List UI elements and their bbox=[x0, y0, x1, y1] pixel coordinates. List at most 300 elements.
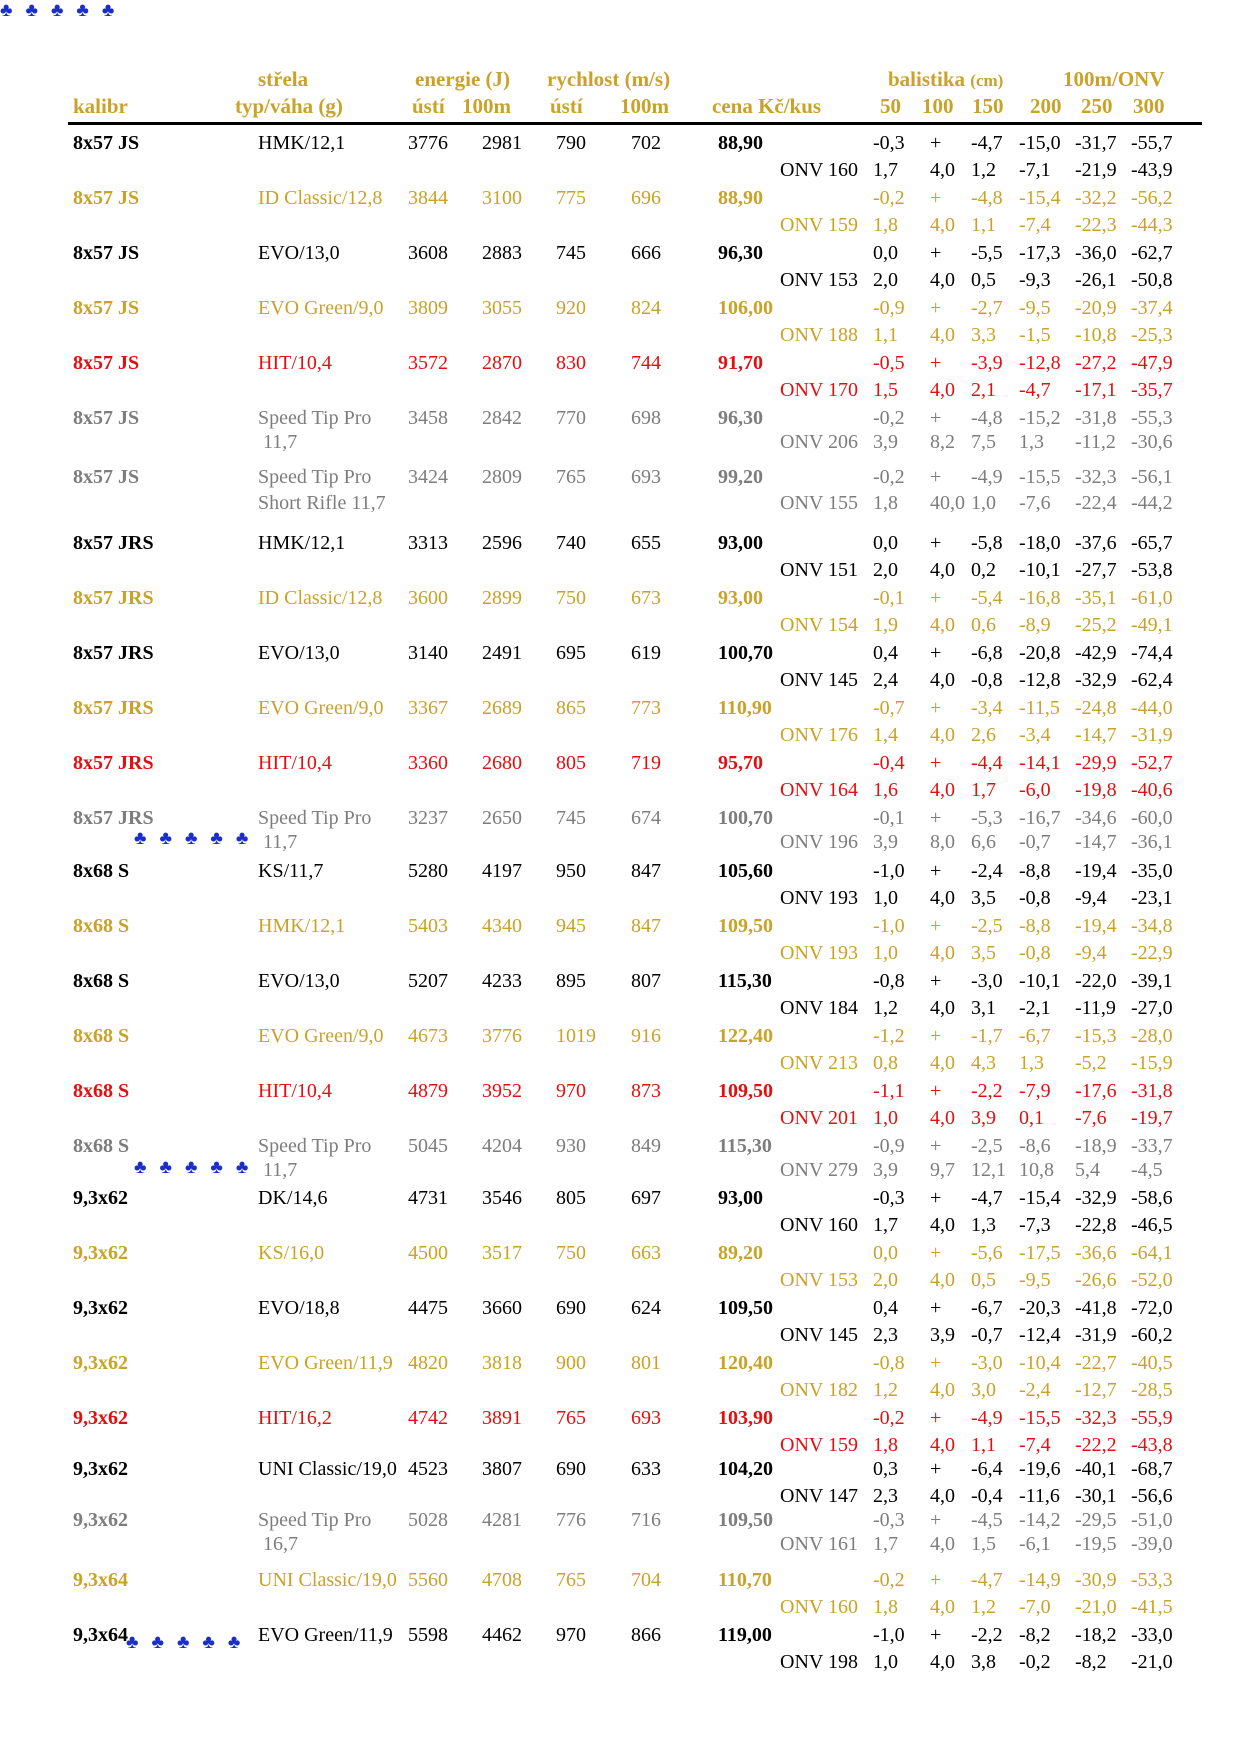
energy-100m-cell: 3100 bbox=[482, 187, 522, 209]
ballistics-bottom-cell: -0,7 bbox=[971, 1324, 1003, 1346]
ballistics-top-cell: + bbox=[930, 352, 942, 374]
energy-100m-cell: 3818 bbox=[482, 1352, 522, 1374]
ballistics-top-cell: -3,0 bbox=[971, 1352, 1003, 1374]
header-onv: 100m/ONV bbox=[1063, 67, 1165, 91]
ballistics-top-cell: -0,1 bbox=[873, 807, 905, 829]
bullet-cell: HMK/12,1 bbox=[258, 132, 346, 154]
energy-muzzle-cell: 3608 bbox=[408, 242, 448, 264]
ballistics-bottom-cell: 1,5 bbox=[971, 1533, 996, 1555]
bullet-cell: EVO/13,0 bbox=[258, 970, 340, 992]
ballistics-top-cell: -0,1 bbox=[873, 587, 905, 609]
ballistics-top-cell: + bbox=[930, 915, 942, 937]
ballistics-bottom-cell: 1,7 bbox=[873, 1533, 898, 1555]
ballistics-bottom-cell: 4,0 bbox=[930, 1485, 955, 1507]
ballistics-bottom-cell: 4,0 bbox=[930, 614, 955, 636]
energy-100m-cell: 4708 bbox=[482, 1569, 522, 1591]
energy-100m-cell: 3517 bbox=[482, 1242, 522, 1264]
bullet-cell: EVO Green/11,9 bbox=[258, 1352, 393, 1374]
ballistics-bottom-cell: 4,0 bbox=[930, 1533, 955, 1555]
ballistics-top-cell: -20,8 bbox=[1019, 642, 1061, 664]
ballistics-bottom-cell: 4,0 bbox=[930, 214, 955, 236]
ballistics-top-cell: -17,5 bbox=[1019, 1242, 1061, 1264]
ballistics-bottom-cell: -21,9 bbox=[1075, 159, 1117, 181]
ballistics-bottom-cell: 4,0 bbox=[930, 1214, 955, 1236]
bullet-cell: UNI Classic/19,0 bbox=[258, 1569, 397, 1591]
ballistics-bottom-cell: 0,2 bbox=[971, 559, 996, 581]
ballistics-bottom-cell: 0,5 bbox=[971, 1269, 996, 1291]
ballistics-bottom-cell: 1,0 bbox=[873, 1651, 898, 1673]
velocity-100m-cell: 866 bbox=[631, 1624, 661, 1646]
ballistics-top-cell: -0,2 bbox=[873, 1569, 905, 1591]
caliber-cell: 8x57 JRS bbox=[73, 807, 154, 829]
ballistics-top-cell: 0,0 bbox=[873, 242, 898, 264]
ballistics-bottom-cell: 1,5 bbox=[873, 379, 898, 401]
ballistics-top-cell: + bbox=[930, 242, 942, 264]
caliber-cell: 8x57 JS bbox=[73, 297, 140, 319]
ballistics-bottom-cell: 1,2 bbox=[971, 159, 996, 181]
ballistics-bottom-cell: -60,2 bbox=[1131, 1324, 1173, 1346]
header-rychlost: rychlost (m/s) bbox=[547, 67, 671, 91]
ballistics-bottom-cell: -9,3 bbox=[1019, 269, 1051, 291]
ballistics-top-cell: + bbox=[930, 1242, 942, 1264]
velocity-100m-cell: 807 bbox=[631, 970, 661, 992]
ballistics-top-cell: 0,0 bbox=[873, 532, 898, 554]
ballistics-bottom-cell: -0,8 bbox=[1019, 942, 1051, 964]
energy-muzzle-cell: 4523 bbox=[408, 1458, 448, 1480]
ballistics-bottom-cell: -30,1 bbox=[1075, 1485, 1117, 1507]
ballistics-top-cell: -2,5 bbox=[971, 915, 1003, 937]
ballistics-top-cell: 0,4 bbox=[873, 1297, 898, 1319]
ballistics-bottom-cell: -22,2 bbox=[1075, 1434, 1117, 1456]
price-cell: 93,00 bbox=[718, 1187, 763, 1209]
ballistics-top-cell: -72,0 bbox=[1131, 1297, 1173, 1319]
ballistics-bottom-cell: -5,2 bbox=[1075, 1052, 1107, 1074]
ballistics-top-cell: -19,6 bbox=[1019, 1458, 1061, 1480]
ballistics-top-cell: -65,7 bbox=[1131, 532, 1173, 554]
ballistics-bottom-cell: 4,0 bbox=[930, 324, 955, 346]
velocity-muzzle-cell: 770 bbox=[556, 407, 586, 429]
velocity-muzzle-cell: 945 bbox=[556, 915, 586, 937]
velocity-muzzle-cell: 830 bbox=[556, 352, 586, 374]
ballistics-top-cell: -0,8 bbox=[873, 1352, 905, 1374]
caliber-cell: 9,3x64 bbox=[73, 1569, 128, 1591]
price-cell: 93,00 bbox=[718, 587, 763, 609]
onv-cell: ONV 213 bbox=[780, 1052, 858, 1074]
ballistics-bottom-cell: 4,0 bbox=[930, 559, 955, 581]
onv-cell: ONV 154 bbox=[780, 614, 858, 636]
ballistics-top-cell: -40,1 bbox=[1075, 1458, 1117, 1480]
ballistics-bottom-cell: -12,7 bbox=[1075, 1379, 1117, 1401]
ballistics-bottom-cell: -14,7 bbox=[1075, 831, 1117, 853]
velocity-muzzle-cell: 775 bbox=[556, 187, 586, 209]
velocity-100m-cell: 719 bbox=[631, 752, 661, 774]
ballistics-top-cell: -64,1 bbox=[1131, 1242, 1173, 1264]
energy-100m-cell: 2899 bbox=[482, 587, 522, 609]
bullet-weight-cell: 16,7 bbox=[263, 1533, 298, 1555]
ballistics-top-cell: -2,7 bbox=[971, 297, 1003, 319]
ballistics-bottom-cell: -28,5 bbox=[1131, 1379, 1173, 1401]
ballistics-bottom-cell: -50,8 bbox=[1131, 269, 1173, 291]
ballistics-top-cell: -18,9 bbox=[1075, 1135, 1117, 1157]
velocity-100m-cell: 633 bbox=[631, 1458, 661, 1480]
ballistics-bottom-cell: -2,4 bbox=[1019, 1379, 1051, 1401]
ballistics-bottom-cell: 2,3 bbox=[873, 1324, 898, 1346]
ballistics-top-cell: -41,8 bbox=[1075, 1297, 1117, 1319]
ballistics-top-cell: -0,9 bbox=[873, 1135, 905, 1157]
energy-muzzle-cell: 3313 bbox=[408, 532, 448, 554]
ballistics-top-cell: -19,4 bbox=[1075, 860, 1117, 882]
energy-100m-cell: 4233 bbox=[482, 970, 522, 992]
bullet-cell: EVO Green/9,0 bbox=[258, 297, 384, 319]
price-cell: 109,50 bbox=[718, 1509, 773, 1531]
ballistics-top-cell: -4,7 bbox=[971, 1569, 1003, 1591]
header-kalibr: kalibr bbox=[73, 94, 128, 118]
energy-muzzle-cell: 3458 bbox=[408, 407, 448, 429]
ballistics-top-cell: -36,0 bbox=[1075, 242, 1117, 264]
ballistics-bottom-cell: 4,0 bbox=[930, 669, 955, 691]
caliber-cell: 9,3x64 bbox=[73, 1624, 128, 1646]
velocity-muzzle-cell: 695 bbox=[556, 642, 586, 664]
ballistics-bottom-cell: -53,8 bbox=[1131, 559, 1173, 581]
ballistics-top-cell: -6,4 bbox=[971, 1458, 1003, 1480]
ballistics-top-cell: -0,2 bbox=[873, 466, 905, 488]
price-cell: 109,50 bbox=[718, 915, 773, 937]
ballistics-top-cell: + bbox=[930, 642, 942, 664]
ballistics-bottom-cell: 3,9 bbox=[873, 431, 898, 453]
ballistics-top-cell: -4,4 bbox=[971, 752, 1003, 774]
ballistics-bottom-cell: 4,0 bbox=[930, 269, 955, 291]
velocity-muzzle-cell: 950 bbox=[556, 860, 586, 882]
caliber-cell: 9,3x62 bbox=[73, 1297, 128, 1319]
ballistics-bottom-cell: 3,9 bbox=[971, 1107, 996, 1129]
ballistics-top-cell: -31,8 bbox=[1131, 1080, 1173, 1102]
ballistics-bottom-cell: -52,0 bbox=[1131, 1269, 1173, 1291]
ballistics-top-cell: -31,8 bbox=[1075, 407, 1117, 429]
ballistics-bottom-cell: 12,1 bbox=[971, 1159, 1006, 1181]
ballistics-top-cell: -5,6 bbox=[971, 1242, 1003, 1264]
price-cell: 115,30 bbox=[718, 970, 772, 992]
onv-cell: ONV 145 bbox=[780, 669, 858, 691]
velocity-100m-cell: 716 bbox=[631, 1509, 661, 1531]
velocity-100m-cell: 847 bbox=[631, 915, 661, 937]
bullet-cell: HIT/10,4 bbox=[258, 752, 332, 774]
onv-cell: ONV 170 bbox=[780, 379, 858, 401]
ballistics-bottom-cell: -21,0 bbox=[1131, 1651, 1173, 1673]
ballistics-top-cell: -14,9 bbox=[1019, 1569, 1061, 1591]
price-cell: 100,70 bbox=[718, 807, 773, 829]
ballistics-top-cell: -15,4 bbox=[1019, 1187, 1061, 1209]
energy-muzzle-cell: 5598 bbox=[408, 1624, 448, 1646]
onv-cell: ONV 145 bbox=[780, 1324, 858, 1346]
caliber-cell: 9,3x62 bbox=[73, 1509, 128, 1531]
price-cell: 103,90 bbox=[718, 1407, 773, 1429]
ballistics-top-cell: + bbox=[930, 1187, 942, 1209]
caliber-cell: 8x68 S bbox=[73, 860, 130, 882]
ballistics-bottom-cell: 0,6 bbox=[971, 614, 996, 636]
energy-100m-cell: 2491 bbox=[482, 642, 522, 664]
bullet-cell: EVO Green/11,9 bbox=[258, 1624, 393, 1646]
ballistics-top-cell: -3,0 bbox=[971, 970, 1003, 992]
ballistics-top-cell: -6,7 bbox=[971, 1297, 1003, 1319]
ballistics-top-cell: -22,7 bbox=[1075, 1352, 1117, 1374]
caliber-cell: 8x57 JS bbox=[73, 132, 140, 154]
clubs-marker: ♣♣♣♣♣ bbox=[134, 1157, 262, 1178]
energy-100m-cell: 3807 bbox=[482, 1458, 522, 1480]
velocity-muzzle-cell: 690 bbox=[556, 1297, 586, 1319]
header-dist-200: 200 bbox=[1030, 94, 1062, 118]
price-cell: 120,40 bbox=[718, 1352, 773, 1374]
ballistics-bottom-cell: 0,1 bbox=[1019, 1107, 1044, 1129]
ballistics-bottom-cell: -0,8 bbox=[1019, 887, 1051, 909]
price-cell: 91,70 bbox=[718, 352, 763, 374]
energy-muzzle-cell: 4742 bbox=[408, 1407, 448, 1429]
ballistics-top-cell: + bbox=[930, 752, 942, 774]
caliber-cell: 9,3x62 bbox=[73, 1352, 128, 1374]
caliber-cell: 8x68 S bbox=[73, 915, 130, 937]
onv-cell: ONV 193 bbox=[780, 942, 858, 964]
ballistics-bottom-cell: -0,2 bbox=[1019, 1651, 1051, 1673]
price-cell: 119,00 bbox=[718, 1624, 772, 1646]
ballistics-bottom-cell: -39,0 bbox=[1131, 1533, 1173, 1555]
energy-100m-cell: 2650 bbox=[482, 807, 522, 829]
bullet-cell: HIT/16,2 bbox=[258, 1407, 332, 1429]
caliber-cell: 8x68 S bbox=[73, 970, 130, 992]
ballistics-bottom-cell: 4,0 bbox=[930, 1434, 955, 1456]
ballistics-top-cell: -28,0 bbox=[1131, 1025, 1173, 1047]
ballistics-top-cell: -17,6 bbox=[1075, 1080, 1117, 1102]
ballistics-bottom-cell: -11,9 bbox=[1075, 997, 1116, 1019]
ballistics-top-cell: -10,4 bbox=[1019, 1352, 1061, 1374]
onv-cell: ONV 201 bbox=[780, 1107, 858, 1129]
ballistics-bottom-cell: -10,8 bbox=[1075, 324, 1117, 346]
ballistics-bottom-cell: 2,1 bbox=[971, 379, 996, 401]
velocity-100m-cell: 847 bbox=[631, 860, 661, 882]
ballistics-bottom-cell: 2,0 bbox=[873, 269, 898, 291]
ballistics-top-cell: -16,8 bbox=[1019, 587, 1061, 609]
ballistics-top-cell: -11,5 bbox=[1019, 697, 1060, 719]
ballistics-bottom-cell: -41,5 bbox=[1131, 1596, 1173, 1618]
bullet-cell: ID Classic/12,8 bbox=[258, 587, 383, 609]
ballistics-top-cell: + bbox=[930, 297, 942, 319]
ballistics-bottom-cell: -25,2 bbox=[1075, 614, 1117, 636]
energy-muzzle-cell: 5280 bbox=[408, 860, 448, 882]
onv-cell: ONV 184 bbox=[780, 997, 858, 1019]
ballistics-top-cell: -4,9 bbox=[971, 1407, 1003, 1429]
ballistics-bottom-cell: -31,9 bbox=[1131, 724, 1173, 746]
ballistics-bottom-cell: 3,5 bbox=[971, 887, 996, 909]
bullet-weight-cell: Short Rifle 11,7 bbox=[258, 492, 386, 514]
header-energie: energie (J) bbox=[415, 67, 511, 91]
ballistics-top-cell: + bbox=[930, 1297, 942, 1319]
ballistics-top-cell: -33,0 bbox=[1131, 1624, 1173, 1646]
ballistics-top-cell: -34,8 bbox=[1131, 915, 1173, 937]
header-cena: cena Kč/kus bbox=[712, 94, 822, 118]
energy-muzzle-cell: 3140 bbox=[408, 642, 448, 664]
bullet-cell: HIT/10,4 bbox=[258, 352, 332, 374]
ballistics-bottom-cell: 0,5 bbox=[971, 269, 996, 291]
velocity-100m-cell: 702 bbox=[631, 132, 661, 154]
ballistics-top-cell: -16,7 bbox=[1019, 807, 1061, 829]
ballistics-bottom-cell: 1,1 bbox=[873, 324, 898, 346]
ballistics-top-cell: + bbox=[930, 132, 942, 154]
velocity-muzzle-cell: 970 bbox=[556, 1624, 586, 1646]
energy-100m-cell: 2680 bbox=[482, 752, 522, 774]
onv-cell: ONV 153 bbox=[780, 1269, 858, 1291]
velocity-muzzle-cell: 750 bbox=[556, 1242, 586, 1264]
ballistics-top-cell: -18,0 bbox=[1019, 532, 1061, 554]
caliber-cell: 8x57 JS bbox=[73, 352, 140, 374]
ballistics-bottom-cell: -35,7 bbox=[1131, 379, 1173, 401]
velocity-100m-cell: 698 bbox=[631, 407, 661, 429]
ballistics-bottom-cell: 1,2 bbox=[971, 1596, 996, 1618]
ballistics-top-cell: -6,7 bbox=[1019, 1025, 1051, 1047]
bullet-cell: KS/16,0 bbox=[258, 1242, 325, 1264]
ballistics-top-cell: -56,1 bbox=[1131, 466, 1173, 488]
energy-muzzle-cell: 5045 bbox=[408, 1135, 448, 1157]
price-cell: 122,40 bbox=[718, 1025, 773, 1047]
caliber-cell: 8x57 JRS bbox=[73, 587, 154, 609]
ballistics-top-cell: -55,9 bbox=[1131, 1407, 1173, 1429]
velocity-muzzle-cell: 765 bbox=[556, 466, 586, 488]
ballistics-bottom-cell: -0,8 bbox=[971, 669, 1003, 691]
ballistics-bottom-cell: 2,3 bbox=[873, 1485, 898, 1507]
ballistics-bottom-cell: -4,7 bbox=[1019, 379, 1051, 401]
velocity-100m-cell: 916 bbox=[631, 1025, 661, 1047]
bullet-cell: Speed Tip Pro bbox=[258, 1509, 372, 1531]
ballistics-bottom-cell: 3,8 bbox=[971, 1651, 996, 1673]
ballistics-bottom-cell: -26,6 bbox=[1075, 1269, 1117, 1291]
ballistics-bottom-cell: -7,6 bbox=[1019, 492, 1051, 514]
ballistics-top-cell: -9,5 bbox=[1019, 297, 1051, 319]
velocity-muzzle-cell: 765 bbox=[556, 1569, 586, 1591]
velocity-muzzle-cell: 1019 bbox=[556, 1025, 596, 1047]
ballistics-bottom-cell: 1,9 bbox=[873, 614, 898, 636]
ballistics-bottom-cell: -0,4 bbox=[971, 1485, 1003, 1507]
energy-muzzle-cell: 3809 bbox=[408, 297, 448, 319]
velocity-100m-cell: 619 bbox=[631, 642, 661, 664]
ballistics-bottom-cell: -44,3 bbox=[1131, 214, 1173, 236]
caliber-cell: 9,3x62 bbox=[73, 1458, 128, 1480]
ballistics-top-cell: -8,6 bbox=[1019, 1135, 1051, 1157]
ballistics-top-cell: -8,8 bbox=[1019, 915, 1051, 937]
ballistics-bottom-cell: 1,7 bbox=[971, 779, 996, 801]
energy-100m-cell: 3891 bbox=[482, 1407, 522, 1429]
ballistics-bottom-cell: 1,8 bbox=[873, 1434, 898, 1456]
onv-cell: ONV 160 bbox=[780, 159, 858, 181]
ballistics-top-cell: -61,0 bbox=[1131, 587, 1173, 609]
ballistics-top-cell: -0,3 bbox=[873, 132, 905, 154]
ballistics-bottom-cell: -43,8 bbox=[1131, 1434, 1173, 1456]
onv-cell: ONV 206 bbox=[780, 431, 858, 453]
ballistics-top-cell: + bbox=[930, 807, 942, 829]
velocity-muzzle-cell: 920 bbox=[556, 297, 586, 319]
ballistics-bottom-cell: -7,4 bbox=[1019, 1434, 1051, 1456]
ballistics-top-cell: + bbox=[930, 187, 942, 209]
ballistics-top-cell: + bbox=[930, 1407, 942, 1429]
ballistics-bottom-cell: 1,0 bbox=[971, 492, 996, 514]
ballistics-top-cell: -5,8 bbox=[971, 532, 1003, 554]
ballistics-bottom-cell: 1,0 bbox=[873, 1107, 898, 1129]
ballistics-top-cell: -29,5 bbox=[1075, 1509, 1117, 1531]
bullet-cell: UNI Classic/19,0 bbox=[258, 1458, 397, 1480]
header-balistika-label: balistika bbox=[888, 67, 966, 91]
ballistics-bottom-cell: -12,4 bbox=[1019, 1324, 1061, 1346]
energy-100m-cell: 3546 bbox=[482, 1187, 522, 1209]
onv-cell: ONV 155 bbox=[780, 492, 858, 514]
velocity-100m-cell: 663 bbox=[631, 1242, 661, 1264]
caliber-cell: 9,3x62 bbox=[73, 1187, 128, 1209]
header-dist-50: 50 bbox=[880, 94, 901, 118]
header-rule bbox=[68, 122, 1202, 125]
velocity-100m-cell: 624 bbox=[631, 1297, 661, 1319]
ballistics-bottom-cell: 2,4 bbox=[873, 669, 898, 691]
ballistics-bottom-cell: 2,0 bbox=[873, 559, 898, 581]
ballistics-bottom-cell: -1,5 bbox=[1019, 324, 1051, 346]
price-cell: 104,20 bbox=[718, 1458, 773, 1480]
velocity-100m-cell: 693 bbox=[631, 466, 661, 488]
velocity-100m-cell: 666 bbox=[631, 242, 661, 264]
velocity-100m-cell: 674 bbox=[631, 807, 661, 829]
ballistics-bottom-cell: 6,6 bbox=[971, 831, 996, 853]
ballistics-bottom-cell: 4,0 bbox=[930, 887, 955, 909]
header-dist-150: 150 bbox=[972, 94, 1004, 118]
price-cell: 95,70 bbox=[718, 752, 763, 774]
energy-muzzle-cell: 3844 bbox=[408, 187, 448, 209]
ballistics-bottom-cell: 1,3 bbox=[971, 1214, 996, 1236]
ballistics-top-cell: 0,4 bbox=[873, 642, 898, 664]
bullet-cell: ID Classic/12,8 bbox=[258, 187, 383, 209]
energy-100m-cell: 3952 bbox=[482, 1080, 522, 1102]
ballistics-top-cell: -74,4 bbox=[1131, 642, 1173, 664]
energy-100m-cell: 4281 bbox=[482, 1509, 522, 1531]
ballistics-top-cell: -44,0 bbox=[1131, 697, 1173, 719]
ballistics-top-cell: -3,9 bbox=[971, 352, 1003, 374]
ballistics-top-cell: -8,2 bbox=[1019, 1624, 1051, 1646]
price-cell: 110,70 bbox=[718, 1569, 772, 1591]
ballistics-top-cell: -4,7 bbox=[971, 132, 1003, 154]
ballistics-top-cell: -0,3 bbox=[873, 1187, 905, 1209]
ballistics-bottom-cell: 1,8 bbox=[873, 492, 898, 514]
bullet-weight-cell: 11,7 bbox=[263, 831, 298, 853]
ballistics-top-cell: -12,8 bbox=[1019, 352, 1061, 374]
ballistics-bottom-cell: -56,6 bbox=[1131, 1485, 1173, 1507]
ballistics-bottom-cell: 10,8 bbox=[1019, 1159, 1054, 1181]
price-cell: 109,50 bbox=[718, 1297, 773, 1319]
price-cell: 115,30 bbox=[718, 1135, 772, 1157]
ballistics-bottom-cell: 1,7 bbox=[873, 1214, 898, 1236]
ballistics-bottom-cell: 4,3 bbox=[971, 1052, 996, 1074]
ballistics-top-cell: -15,0 bbox=[1019, 132, 1061, 154]
caliber-cell: 8x57 JRS bbox=[73, 642, 154, 664]
ballistics-top-cell: -32,2 bbox=[1075, 187, 1117, 209]
ballistics-top-cell: 0,3 bbox=[873, 1458, 898, 1480]
ballistics-bottom-cell: -7,1 bbox=[1019, 159, 1051, 181]
ballistics-bottom-cell: -19,5 bbox=[1075, 1533, 1117, 1555]
ballistics-top-cell: -15,4 bbox=[1019, 187, 1061, 209]
bullet-cell: EVO/13,0 bbox=[258, 642, 340, 664]
ballistics-bottom-cell: -40,6 bbox=[1131, 779, 1173, 801]
ballistics-bottom-cell: -7,3 bbox=[1019, 1214, 1051, 1236]
header-rychlost-100m: 100m bbox=[620, 94, 669, 118]
ballistics-top-cell: -5,4 bbox=[971, 587, 1003, 609]
ballistics-top-cell: -4,8 bbox=[971, 187, 1003, 209]
header-dist-300: 300 bbox=[1133, 94, 1165, 118]
ballistics-bottom-cell: -27,7 bbox=[1075, 559, 1117, 581]
caliber-cell: 8x57 JS bbox=[73, 187, 140, 209]
ballistics-top-cell: -3,4 bbox=[971, 697, 1003, 719]
ballistics-bottom-cell: 1,3 bbox=[1019, 1052, 1044, 1074]
ballistics-bottom-cell: -25,3 bbox=[1131, 324, 1173, 346]
